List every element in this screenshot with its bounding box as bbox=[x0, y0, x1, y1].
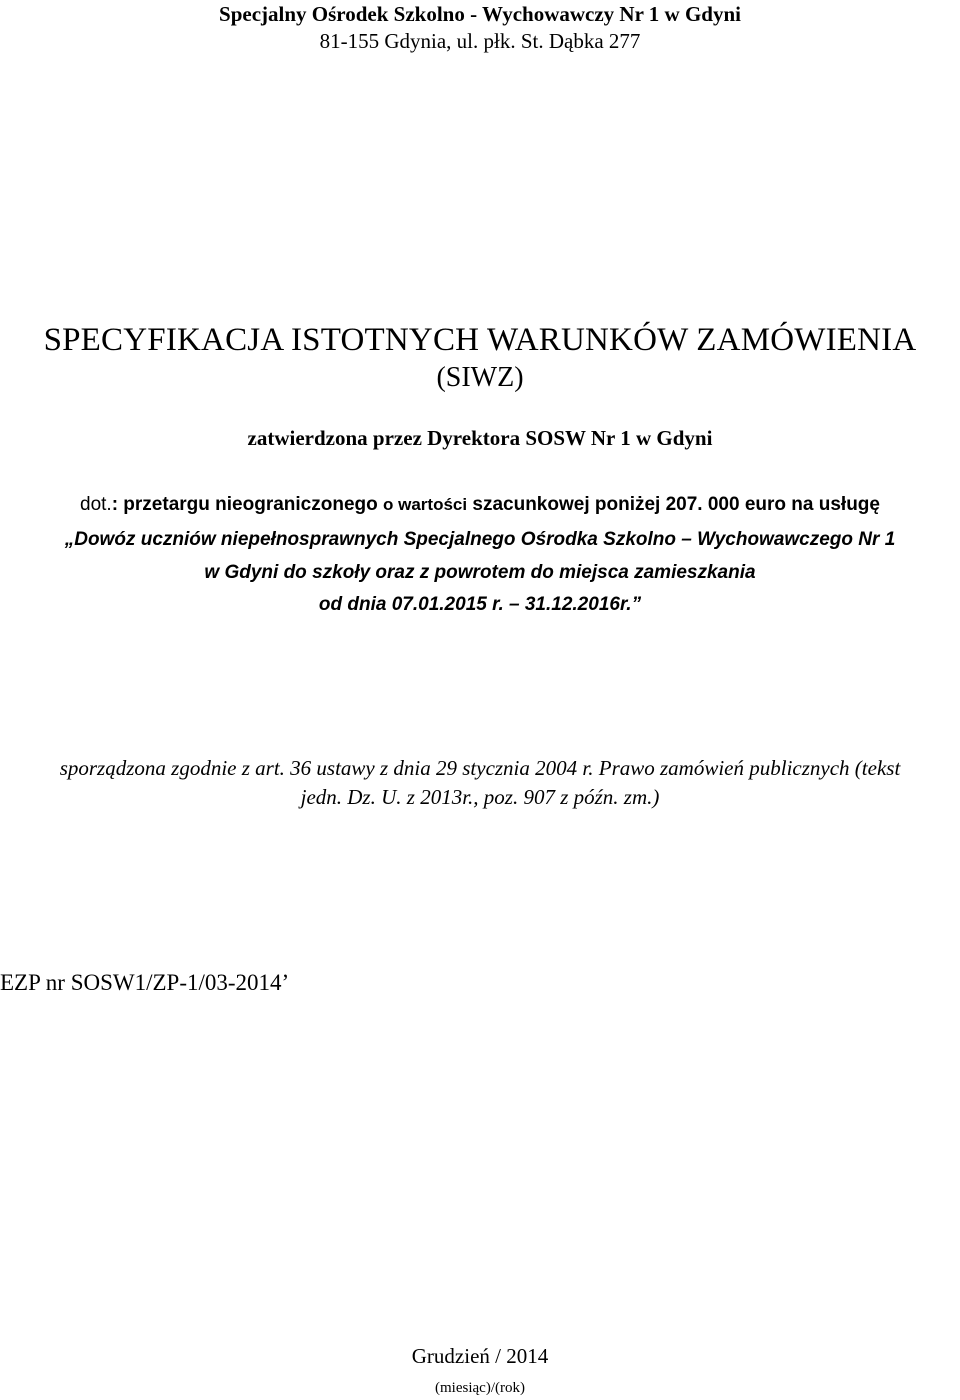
subject-text-part2: o wartości bbox=[383, 495, 468, 514]
service-description-line-2: w Gdyni do szkoły oraz z powrotem do miejsca zamieszkania bbox=[204, 562, 756, 583]
institution-name: Specjalny Ośrodek Szkolno - Wychowawczy Nr 1 w Gdyni bbox=[219, 2, 741, 26]
service-description-line-1: „Dowóz uczniów niepełnosprawnych Specjalnego Ośrodka Szkolno – Wychowawczego Nr 1 bbox=[64, 529, 896, 550]
document-title-abbreviation: (SIWZ) bbox=[436, 362, 524, 393]
subject-line bbox=[0, 494, 960, 516]
reference-number: EZP nr SOSW1/ZP-1/03-2014’ bbox=[0, 970, 290, 995]
approval-line: zatwierdzona przez Dyrektora SOSW Nr 1 w Gdyni bbox=[247, 426, 713, 450]
legal-basis-line-1: sporządzona zgodnie z art. 36 ustawy z dnia 29 stycznia 2004 r. Prawo zamówień publicznych (tekst bbox=[59, 756, 901, 780]
institution-address: 81-155 Gdynia, ul. płk. St. Dąbka 277 bbox=[319, 29, 641, 53]
legal-basis-line-2: jedn. Dz. U. z 2013r., poz. 907 z późn. zm.) bbox=[300, 785, 660, 809]
service-period-line: od dnia 07.01.2015 r. – 31.12.2016r.” bbox=[318, 594, 642, 615]
issue-date-hint: (miesiąc)/(rok) bbox=[435, 1380, 525, 1396]
subject-text-part3: szacunkowej poniżej 207. 000 euro na usługę bbox=[467, 494, 880, 515]
subject-prefix: dot. bbox=[80, 494, 112, 515]
document-title: SPECYFIKACJA ISTOTNYCH WARUNKÓW ZAMÓWIENIA bbox=[43, 322, 917, 358]
subject-text-part1: : przetargu nieograniczonego bbox=[111, 494, 384, 515]
issue-date: Grudzień / 2014 bbox=[411, 1344, 549, 1368]
